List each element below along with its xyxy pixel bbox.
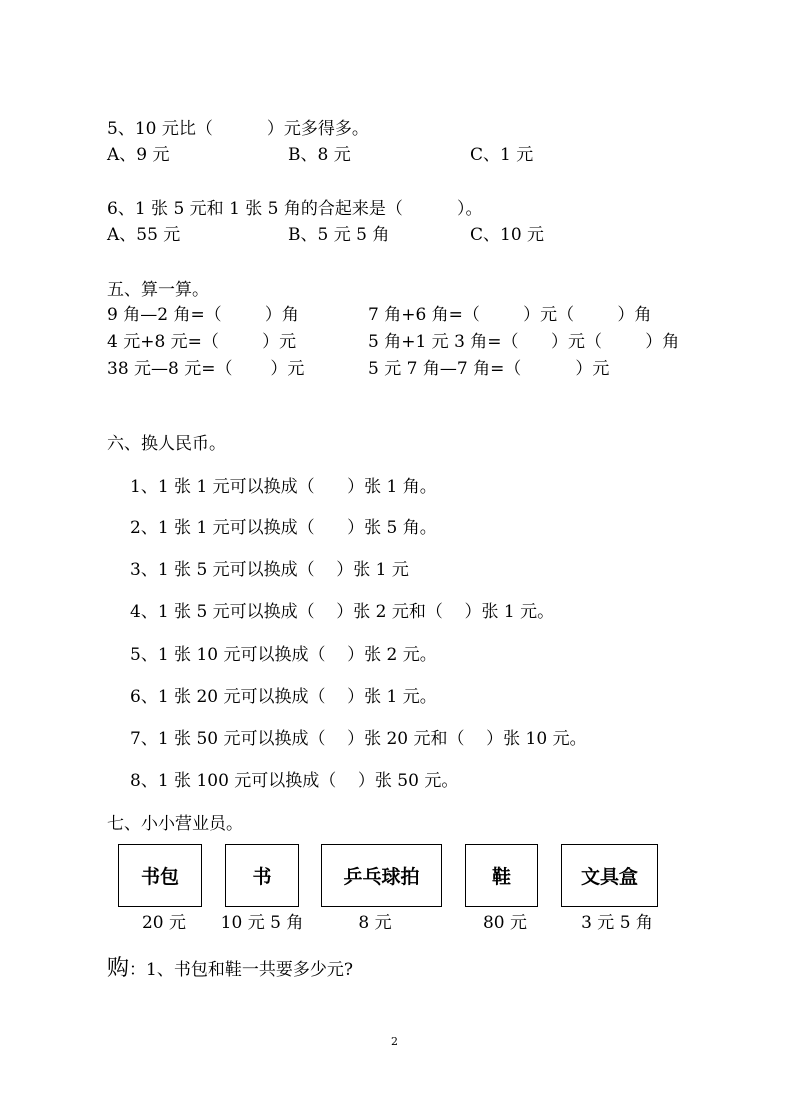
question-5-option-b: B、8 元 bbox=[288, 145, 351, 165]
question-6-option-c: C、10 元 bbox=[470, 225, 545, 245]
calc-row-1-right: 7 角+6 角=（ ）元（ ）角 bbox=[368, 305, 652, 325]
page-number: 2 bbox=[391, 1035, 398, 1048]
question-5-stem: 5、10 元比（ ）元多得多。 bbox=[107, 119, 369, 139]
calc-row-2-right: 5 角+1 元 3 角=（ ）元（ ）角 bbox=[368, 332, 680, 352]
buy-question bbox=[107, 958, 353, 980]
goods-box-book bbox=[225, 844, 299, 907]
exchange-item-2: 2、1 张 1 元可以换成（ ）张 5 角。 bbox=[130, 518, 437, 538]
question-6-option-b: B、5 元 5 角 bbox=[288, 225, 390, 245]
calc-row-3-right: 5 元 7 角—7 角=（ ）元 bbox=[368, 359, 610, 379]
goods-box-pencil-case bbox=[561, 844, 658, 907]
question-6-stem: 6、1 张 5 元和 1 张 5 角的合起来是（ ）。 bbox=[107, 199, 483, 219]
question-5-option-a: A、9 元 bbox=[107, 145, 170, 165]
buy-label: 购 bbox=[107, 956, 130, 981]
buy-question-text: ：1、书包和鞋一共要多少元? bbox=[129, 960, 353, 980]
goods-box-paddle bbox=[321, 844, 442, 907]
goods-box-schoolbag bbox=[118, 844, 202, 907]
goods-name: 乒乓球拍 bbox=[343, 866, 420, 888]
goods-price-shoes: 80 元 bbox=[482, 913, 528, 933]
goods-box-shoes bbox=[465, 844, 538, 907]
section-5-title: 五、算一算。 bbox=[107, 280, 209, 300]
goods-price-schoolbag: 20 元 bbox=[141, 913, 187, 933]
exchange-item-1: 1、1 张 1 元可以换成（ ）张 1 角。 bbox=[130, 477, 437, 497]
goods-name: 文具盒 bbox=[580, 866, 638, 888]
exchange-item-8: 8、1 张 100 元可以换成（ ）张 50 元。 bbox=[130, 771, 459, 791]
question-6-option-a: A、55 元 bbox=[107, 225, 181, 245]
goods-name: 书包 bbox=[140, 866, 179, 888]
exchange-item-7: 7、1 张 50 元可以换成（ ）张 20 元和（ ）张 10 元。 bbox=[130, 729, 587, 749]
section-7-title: 七、小小营业员。 bbox=[107, 814, 243, 834]
exchange-item-6: 6、1 张 20 元可以换成（ ）张 1 元。 bbox=[130, 687, 437, 707]
goods-price-book: 10 元 5 角 bbox=[220, 913, 304, 933]
exchange-item-3: 3、1 张 5 元可以换成（ ）张 1 元 bbox=[130, 560, 409, 580]
section-6-title: 六、换人民币。 bbox=[107, 434, 226, 454]
exchange-item-4: 4、1 张 5 元可以换成（ ）张 2 元和（ ）张 1 元。 bbox=[130, 602, 555, 622]
goods-name: 书 bbox=[252, 866, 272, 888]
question-5-option-c: C、1 元 bbox=[470, 145, 534, 165]
calc-row-2-left: 4 元+8 元=（ ）元 bbox=[107, 332, 297, 352]
goods-name: 鞋 bbox=[491, 866, 511, 888]
goods-price-paddle: 8 元 bbox=[358, 913, 392, 933]
goods-price-pencil-case: 3 元 5 角 bbox=[581, 913, 653, 933]
calc-row-3-left: 38 元—8 元=（ ）元 bbox=[107, 359, 305, 379]
exchange-item-5: 5、1 张 10 元可以换成（ ）张 2 元。 bbox=[130, 645, 437, 665]
calc-row-1-left: 9 角—2 角=（ ）角 bbox=[107, 305, 299, 325]
